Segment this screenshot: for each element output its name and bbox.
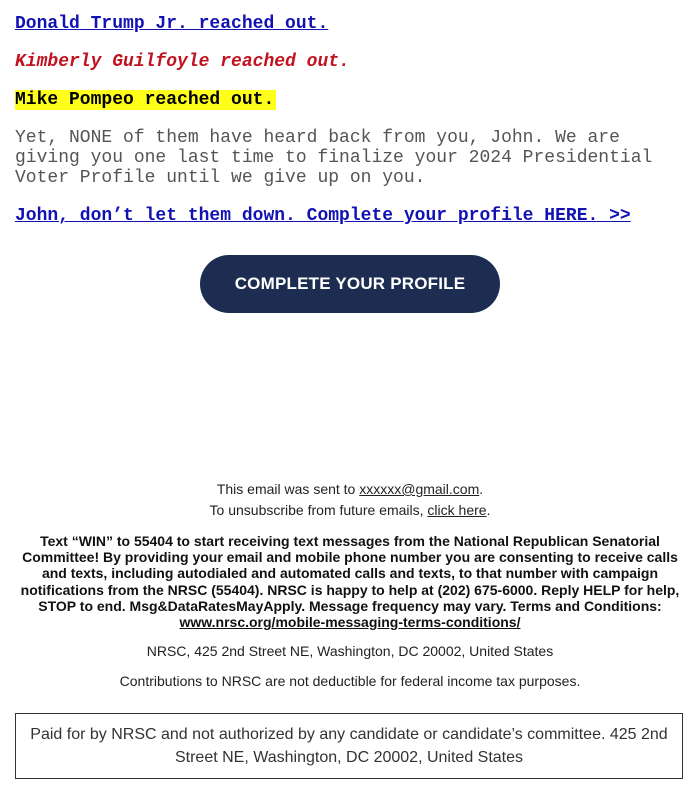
sent-to-prefix: This email was sent to (216, 481, 360, 497)
sms-disclaimer (20, 533, 680, 630)
unsubscribe-suffix: . (486, 502, 491, 518)
complete-profile-button[interactable] (200, 255, 500, 313)
pompeo-highlight-text: Mike Pompeo reached out. (15, 90, 275, 110)
unsubscribe-line (0, 502, 700, 518)
unsubscribe-link[interactable]: click here (427, 502, 487, 518)
recipient-email-link[interactable]: xxxxxx@gmail.com (359, 481, 480, 497)
mailing-address: NRSC, 425 2nd Street NE, Washington, DC 20002, United States (146, 643, 554, 659)
terms-conditions-link[interactable]: www.nrsc.org/mobile-messaging-terms-conditions/ (179, 614, 521, 631)
paid-for-disclaimer-box (15, 713, 683, 779)
paid-for-text: Paid for by NRSC and not authorized by any candidate or candidate’s committee. 425 2nd Street NE, Washington, DC 20002, United States (30, 726, 668, 766)
pompeo-line (15, 90, 276, 110)
sms-disclaimer-text: Text “WIN” to 55404 to start receiving text messages from the National Republican Senatorial Committee! By providing your email and mobile phone number you are consenting to receive calls and texts, including autodialed and automated calls and texts, to that number with campaign notifications from the NRSC (55404). NRSC is happy to help at (202) 675-6000. Reply HELP for help, STOP to end. Msg&DataRatesMayApply. Message frequency may vary. Terms and Conditions: (20, 533, 680, 614)
complete-profile-link[interactable]: John, don’t let them down. Complete your profile HERE. >> (15, 206, 631, 226)
trump-jr-link[interactable]: Donald Trump Jr. reached out. (15, 14, 329, 34)
complete-profile-button-label: COMPLETE YOUR PROFILE (234, 274, 466, 293)
unsubscribe-prefix: To unsubscribe from future emails, (209, 502, 428, 518)
guilfoyle-text: Kimberly Guilfoyle reached out. (15, 52, 350, 72)
body-paragraph: Yet, NONE of them have heard back from you, John. We are giving you one last time to finalize your 2024 Presidential Voter Profile until we give up on you. (15, 128, 653, 188)
sent-to-suffix: . (479, 481, 484, 497)
tax-disclaimer: Contributions to NRSC are not deductible for federal income tax purposes. (119, 673, 581, 689)
guilfoyle-line (15, 52, 350, 72)
sent-to-line (0, 481, 700, 497)
